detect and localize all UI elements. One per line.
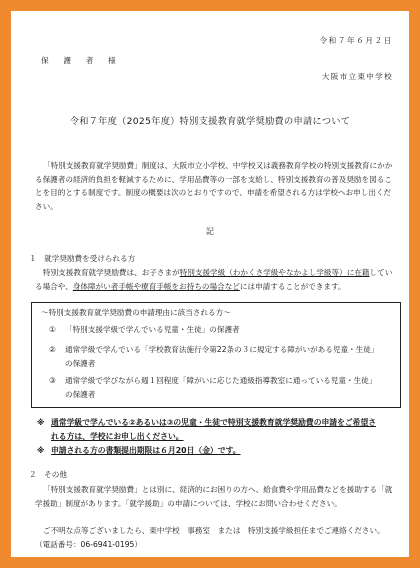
item-text: 「特別支援学級で学んでいる児童・生徒」の保護者	[65, 325, 240, 334]
eligibility-box-title: ～特別支援教育就学奨励費の申請理由に該当される方～	[41, 308, 231, 317]
eligibility-item-3-cont: の保護者	[65, 390, 96, 399]
section1-paragraph	[35, 266, 393, 293]
intro-paragraph: 「特別支援教育就学奨励費」制度は、大阪市立小学校、中学校又は義務教育学校の特別支援教育にかかる保護者の経済的負担を軽減するために、学用品費等の一部を支給し、特別支援教育の普及奨励を図ることを目的とする制度です。制度の概要は次のとおりですので、申請を希望される方は学校へお申し出ください。	[35, 161, 393, 211]
eligibility-item-3	[49, 375, 376, 387]
eligibility-item-2	[49, 344, 378, 356]
note-1-line-1: 通常学級で学んでいる②あるいは③の児童・生徒で特別支援教育就学奨励費の申請をご希望さ	[51, 418, 377, 427]
item-number: ③	[49, 376, 56, 385]
section2-heading: ２ その他	[29, 470, 67, 479]
note-2-deadline: 申請される方の書類提出期限は６月20日（金）です。	[51, 446, 241, 455]
eligibility-box	[31, 302, 401, 408]
item-number: ①	[49, 325, 56, 334]
note-1-line-2: れる方は、学校にお申し出ください。	[51, 432, 184, 441]
ki-heading: 記	[206, 227, 214, 236]
section2-paragraph-2: ご不明な点等ございましたら、東中学校 事務室 または 特別支援学級担任までご連絡ください。（電話番号：06-6941-0195）	[35, 526, 385, 549]
document-page	[11, 11, 409, 557]
section1-heading: １ 就学奨励費を受けられる方	[29, 254, 136, 263]
eligibility-item-1	[49, 324, 240, 336]
item-text: 通常学級で学びながら週１回程度「障がいに応じた通級指導教室に通っている児童・生徒」	[65, 376, 377, 385]
section1-text: 特別支援教育就学奨励費は、お子さまが	[43, 268, 180, 277]
item-text: 通常学級で学んでいる「学校教育法施行令第22条の３に規定する障がいがある児童・生徒」	[65, 345, 379, 354]
date: 令和７年６月２日	[319, 36, 393, 45]
section1-underlined-class: 特別支援学級（わかくさ学級やなかよし学級等）に在籍	[179, 268, 370, 277]
school-name: 大阪市立東中学校	[321, 72, 393, 81]
eligibility-item-2-cont: の保護者	[65, 359, 96, 368]
recipient: 保 護 者 様	[41, 56, 120, 65]
section1-underlined-handbook: 身体障がい者手帳や療育手帳をお持ちの場合など	[72, 281, 240, 291]
item-number: ②	[49, 345, 56, 354]
section1-text-3: には申請することができます。	[239, 281, 346, 291]
section2-paragraph-1: 「特別支援教育就学奨励費」とは別に、経済的にお困りの方へ、給食費や学用品費などを援助する「就学援助」制度があります。「就学援助」の申請については、学校にお問い合わせください。	[35, 485, 393, 508]
note-2-mark: ※	[37, 446, 45, 455]
document-title: 令和７年度（2025年度）特別支援教育就学奨励費の申請について	[69, 116, 351, 127]
note-1-mark: ※	[37, 418, 45, 427]
section1-text-2: している場合や、	[35, 268, 393, 291]
